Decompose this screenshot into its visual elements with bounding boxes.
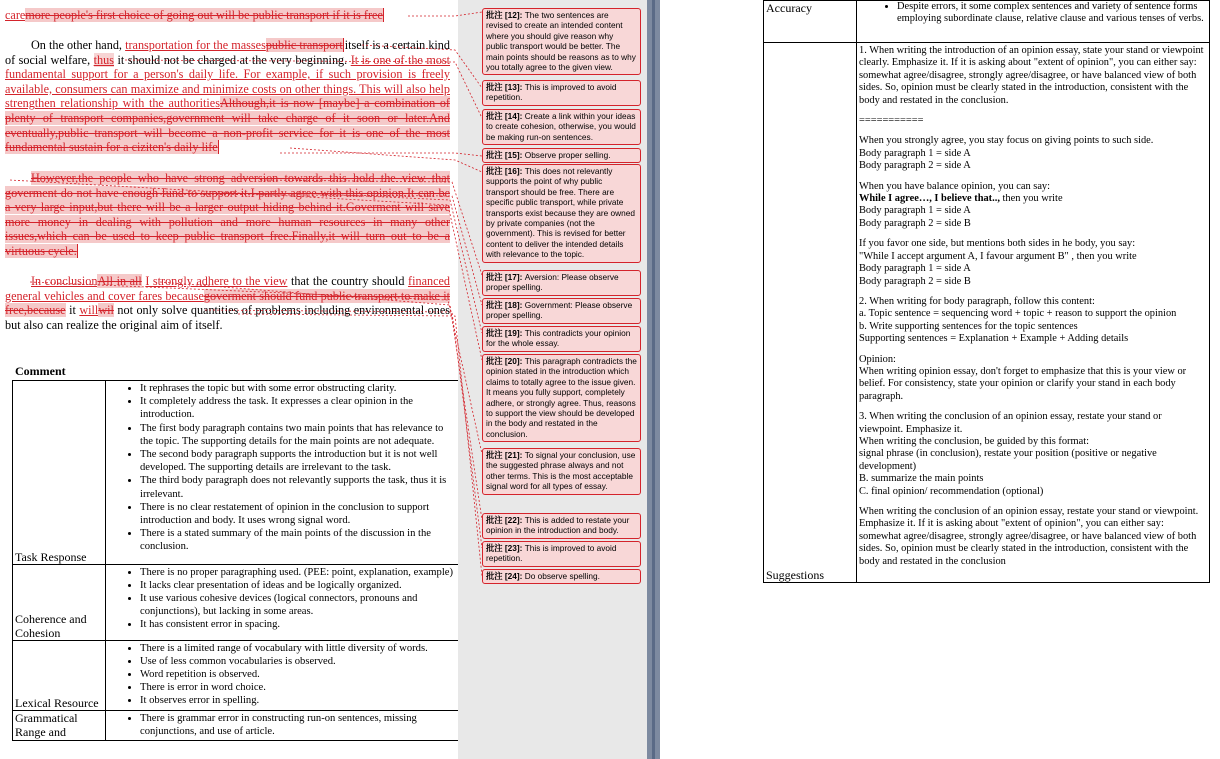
inserted-text[interactable]: will [79,303,99,318]
list-item: • There is a limited range of vocabulary with little diversity of words. [140,642,457,655]
comment-label: 批注 [12]: [486,10,523,20]
list-item: • There is no proper paragraphing used. (PEE: point, explanation, example) [140,566,457,579]
comment-text: Aversion: Please observe proper spelling. [486,272,619,293]
row-label: Lexical Resource [13,640,106,710]
suggestion-text: When writing the conclusion of an opinion essay, restate your stand or viewpoint. Emphasize it. If it is asking about "extent of opinion", you can either say: somewhat agree/disagree, strongly agree/disagree, or have balanced view of both sides. So, opinion must be clearly stated in the introduction, consistent with the body and restated in the conclusion [859,506,1199,567]
comment-label: 批注 [24]: [486,571,523,581]
comment-label: 批注 [14]: [486,111,523,121]
list-item: • There is error in word choice. [140,681,457,694]
comment-balloon[interactable] [482,513,641,539]
list-item: • The first body paragraph contains two main points that has relevance to the topic. The supporting details for the main points are not adequate. [140,422,457,448]
suggestion-text: C. final opinion/ recommendation (optional) [859,485,1044,497]
inserted-text[interactable]: care [5,8,26,22]
suggestion-text: a. Topic sentence = sequencing word + topic + reason to support the opinion [859,308,1177,320]
list-item: • It lacks clear presentation of ideas and be logically organized. [140,579,457,592]
comment-heading: Comment [15,364,66,378]
list-item: • Despite errors, it some complex sentences and variety of sentence forms employing subordinate clause, relative clause and various tenses of verbs. [897,1,1207,26]
comment-balloon[interactable] [482,148,641,163]
deleted-text[interactable]: wil [98,303,114,318]
suggestion-text: 2. When writing for body paragraph, follow this content: [859,295,1095,307]
paragraph-4[interactable] [5,274,450,332]
body-text: that the country should [291,274,405,288]
suggestion-text: B. summarize the main points [859,473,984,485]
suggestion-text: 1. When writing the introduction of an opinion essay, state your stand or viewpoint clearly. Emphasize it. If it is asking about "extent of opinion", you can either say: somewhat agree/disagree, strongly agree/disagree, or have balanced view of both sides. So, opinion must be clearly stated in the introduction, consistent with the body and restated in the conclusion. [859,45,1204,106]
suggestion-text: "While I accept argument A, I favour argument B" , then you write [859,250,1137,262]
body-text: not only solve quantities of problems including environmental ones but also can realize the original aim of itself. [5,303,451,332]
divider-text: =========== [859,115,924,127]
table-row [13,381,460,565]
paragraph-1[interactable] [5,8,450,23]
suggestion-text: When writing opinion essay, don't forget to emphasize that this is your view or belief. For consistency, state your opinion or clarify your stand in each body paragraph. [859,365,1187,402]
suggestion-text: 3. When writing the conclusion of an opinion essay, restate your stand or viewpoint. Emphasize it. [859,411,1162,435]
table-row [13,640,460,710]
comment-label: 批注 [20]: [486,356,523,366]
comment-balloon[interactable] [482,448,641,495]
deleted-text[interactable]: more people's first choice of going out will be public transport if it is free [25,8,383,22]
row-content[interactable] [857,1,1210,43]
list-item: • It observes error in spelling. [140,694,457,707]
comment-label: 批注 [17]: [486,272,523,282]
suggestion-text: Body paragraph 2 = side B [859,275,971,287]
comment-text: The two sentences are revised to create an intended content where you should give reason why public transport would be better. The main points should be reasons as to why you totally agree to the given view. [486,10,636,73]
comment-balloon[interactable] [482,8,641,75]
comment-balloon[interactable] [482,80,641,106]
paragraph-3[interactable] [5,171,450,259]
comment-text: This is added to restate your opinion in the introduction and body. [486,515,630,536]
comment-label: 批注 [23]: [486,543,523,553]
row-items[interactable] [106,640,460,710]
body-text: itself is a certain kind of social welfare, [5,38,450,67]
inserted-text[interactable]: transportation for the masses [125,38,266,52]
list-item: • There is a stated summary of the main points of the discussion in the conclusion. [140,527,457,553]
deleted-text[interactable]: public transport [265,38,343,52]
comment-text: This paragraph contradicts the opinion stated in the introduction which claims to totally agree to the issue given. It means you fully support, completely adhere, or strongly agree. Thus, reasons to support the view should be developed in the body and restated in the conclusion. [486,356,637,439]
row-label: Coherence and Cohesion [13,564,106,640]
row-label: Suggestions [764,43,857,583]
comment-label: 批注 [22]: [486,515,523,525]
list-item: • Word repetition is observed. [140,668,457,681]
list-item: • It completely address the task. It expresses a clear opinion in the introduction. [140,395,457,421]
suggestion-text: b. Write supporting sentences for the topic sentences [859,320,1078,332]
comment-text: To signal your conclusion, use the suggested phrase always and not other terms. This is the most acceptable signal word for all types of essay. [486,450,636,492]
suggestion-text: Supporting sentences = Explanation + Example + Adding details [859,333,1129,345]
row-label: Task Response [13,381,106,565]
comment-label: 批注 [21]: [486,450,523,460]
suggestion-text: If you favor one side, but mentions both sides in he body, you say: [859,238,1136,250]
row-items[interactable] [106,564,460,640]
comment-balloon[interactable] [482,164,641,263]
suggestion-text: When you strongly agree, you stay focus on giving points to such side. [859,135,1154,147]
comment-balloon[interactable] [482,569,641,584]
comment-balloon[interactable] [482,109,641,145]
comment-balloon[interactable] [482,541,641,567]
table-row [764,1,1210,43]
inserted-text[interactable]: In conclusion [31,274,98,288]
body-text: On the other hand, [31,38,122,52]
list-item: • It has consistent error in spacing. [140,618,457,631]
list-item: • Use of less common vocabularies is observed. [140,655,457,668]
row-label: Grammatical Range and [13,710,106,740]
document-page-right[interactable] [660,0,1220,759]
comment-text: This is improved to avoid repetition. [486,543,617,564]
comment-label: 批注 [16]: [486,166,523,176]
suggestion-text: Body paragraph 1 = side A [859,147,971,159]
list-item: • It rephrases the topic but with some error obstructing clarity. [140,382,457,395]
inserted-text[interactable]: thus [93,52,114,67]
deleted-text[interactable]: However,the people who have strong adversion towards this hold the view that goverment do not have enough fund to support it.I partly agree with this opinion.It can be a very large input,but there will be a larger output hiding behind it.Goverment will save more money in dealing with pollution and more human resources in many other issues,which can be used to keep public transport free.Finally,it will turn out to be a virtuous cycle. [5,171,450,258]
list-item: • There is grammar error in constructing run-on sentences, missing conjunctions, and use of article. [140,712,457,738]
suggestion-text: Body paragraph 2 = side B [859,217,971,229]
suggestion-text: Body paragraph 1 = side A [859,263,971,275]
inserted-text[interactable]: financed general vehicles and cover fares because [5,274,450,303]
comment-balloon[interactable] [482,326,641,352]
suggestion-bold: While I agree…, I believe that.., [859,193,1000,205]
row-items[interactable] [106,710,460,740]
suggestion-text: Opinion: [859,353,896,365]
body-text: it should not be charged at the very beginning. [117,52,348,67]
deleted-text[interactable]: Although,it is now [maybe] a combination of plenty of transport companies,government will take charge of it soon or later.And eventually,public transport will become a non-profit service for it is one of the most fundamental sustain for a ciziten's daily life [5,96,450,155]
suggestion-text: When you have balance opinion, you can say: [859,180,1051,192]
deleted-text[interactable]: goverment should fund public transport to make it free,because [5,288,450,318]
comment-balloon[interactable] [482,354,641,442]
table-row [764,43,1210,583]
body-text: it [69,303,76,318]
page-separator-line [652,0,655,759]
comment-balloon[interactable] [482,298,641,324]
suggestion-text: Body paragraph 2 = side A [859,160,971,172]
comment-text: Observe proper selling. [524,150,611,160]
list-item: • The third body paragraph does not relevantly supports the task, thus it is irrelevant. [140,474,457,500]
inserted-text[interactable]: It is one of the most fundamental support for a person's daily life. For example, if such provision is freely available, consumers can maximize and minimize costs on other things. This will also help strengthen relationship with the authorities [5,52,451,111]
list-item: • The second body paragraph supports the introduction but it is not well developed. The supporting details are irrelevant to the task. [140,448,457,474]
comment-text: Create a link within your ideas to create cohesion, otherwise, you would be making run-on sentences. [486,111,636,142]
list-item: • It use various cohesive devices (logical connectors, pronouns and conjunctions), but lacking in some areas. [140,592,457,618]
comment-text: Do observe spelling. [524,571,600,581]
suggestion-text: signal phrase (in conclusion), restate your position (positive or negative development) [859,448,1157,472]
row-label: Accuracy [764,1,857,43]
comment-text: Government: Please observe proper spelling. [486,300,633,321]
evaluation-table [763,0,1210,583]
suggestion-text: Body paragraph 1 = side A [859,205,971,217]
suggestion-text: then you write [999,193,1063,205]
comment-text: This contradicts your opinion for the whole essay. [486,328,631,349]
comment-balloon[interactable] [482,270,641,296]
comment-label: 批注 [18]: [486,300,523,310]
row-content[interactable] [857,43,1210,583]
list-item: • There is no clear restatement of opinion in the conclusion to support introduction and body. It uses wrong signal word. [140,501,457,527]
comment-text: This is improved to avoid repetition. [486,82,617,103]
comment-label: 批注 [19]: [486,328,523,338]
comment-text: This does not relevantly supports the point of why public transport should be free. There are specific public transport, while private transports exist because they are owned by private companies (not the government). This is revised for better content to deliver the intended details with relevance to the topic. [486,166,635,260]
inserted-text[interactable]: I strongly adhere to the view [145,274,288,288]
table-row [13,710,460,740]
comment-label: 批注 [15]: [486,150,523,160]
table-row [13,564,460,640]
deleted-text[interactable]: All in all [97,274,142,288]
rubric-table [12,380,460,741]
comment-label: 批注 [13]: [486,82,523,92]
suggestion-text: When writing the conclusion, be guided by this format: [859,435,1089,447]
row-items[interactable] [106,381,460,565]
paragraph-2[interactable] [5,38,450,155]
